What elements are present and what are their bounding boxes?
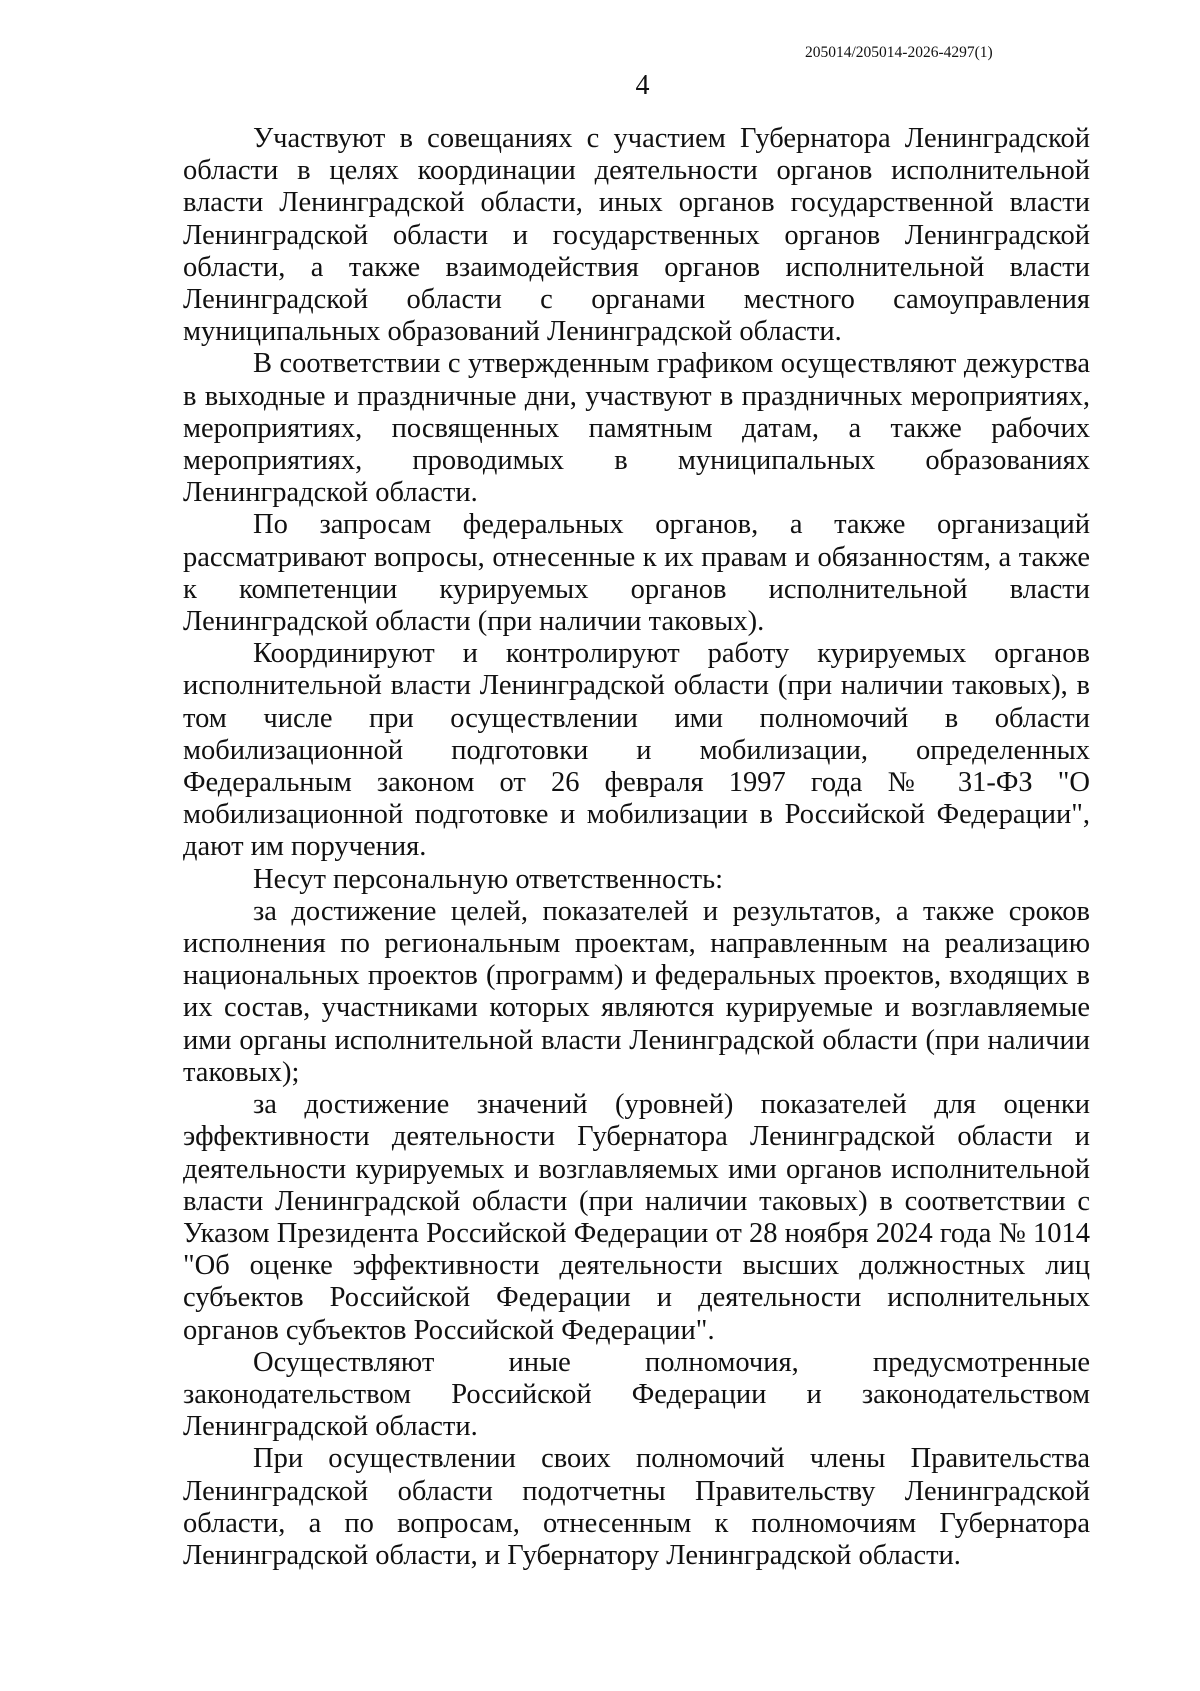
paragraph-other-powers: Осуществляют иные полномочия, предусмотренные законодательством Российской Федерации и законодательством Ленинградской области.: [183, 1346, 1090, 1443]
paragraph-federal-requests: По запросам федеральных органов, а также организаций рассматривают вопросы, отнесенные к их правам и обязанностям, а также к компетенции курируемых органов исполнительной власти Ленинградской области (при наличии таковых).: [183, 509, 1090, 638]
page-number: 4: [635, 70, 650, 101]
paragraph-responsibility-intro: Несут персональную ответственность:: [253, 863, 723, 895]
paragraph-responsibility-goals: за достижение целей, показателей и результатов, а также сроков исполнения по региональным проектам, направленным на реализацию национальных проектов (программ) и федеральных проектов, входящих в их состав, участниками которых являются курируемые и возглавляемые ими органы исполнительной власти Ленинградской области (при наличии таковых);: [183, 895, 1090, 1088]
document-id: 205014/205014-2026-4297(1): [805, 44, 993, 61]
paragraph-accountability: При осуществлении своих полномочий члены Правительства Ленинградской области подотчетны Правительству Ленинградской области, а по вопросам, отнесенным к полномочиям Губернатора Ленинградской области, и Губернатору Ленинградской области.: [183, 1443, 1090, 1571]
paragraph-coordination: Координируют и контролируют работу курируемых органов исполнительной власти Ленинградской области (при наличии таковых), в том числе при осуществлении ими полномочий в области мобилизационной подготовки и мобилизации, определенных Федеральным законом от 26 февраля 1997 года № 31-ФЗ "О мобилизационной подготовке и мобилизации в Российской Федерации", дают им поручения.: [183, 638, 1090, 863]
paragraph-meetings: Участвуют в совещаниях с участием Губернатора Ленинградской области в целях координации деятельности органов исполнительной власти Ленинградской области, иных органов государственной власти Ленинградской области и государственных органов Ленинградской области, а также взаимодействия органов исполнительной власти Ленинградской области с органами местного самоуправления муниципальных образований Ленинградской области.: [183, 123, 1090, 348]
paragraph-duty-schedule: В соответствии с утвержденным графиком осуществляют дежурства в выходные и праздничные дни, участвуют в праздничных мероприятиях, мероприятиях, посвященных памятным датам, а также рабочих мероприятиях, проводимых в муниципальных образованиях Ленинградской области.: [183, 348, 1090, 509]
paragraph-responsibility-indicators: за достижение значений (уровней) показателей для оценки эффективности деятельности Губернатора Ленинградской области и деятельности курируемых и возглавляемых ими органов исполнительной власти Ленинградской области (при наличии таковых) в соответствии с Указом Президента Российской Федерации от 28 ноября 2024 года № 1014 "Об оценке эффективности деятельности высших должностных лиц субъектов Российской Федерации и деятельности исполнительных органов субъектов Российской Федерации".: [183, 1089, 1090, 1346]
document-body: [183, 123, 1090, 1572]
